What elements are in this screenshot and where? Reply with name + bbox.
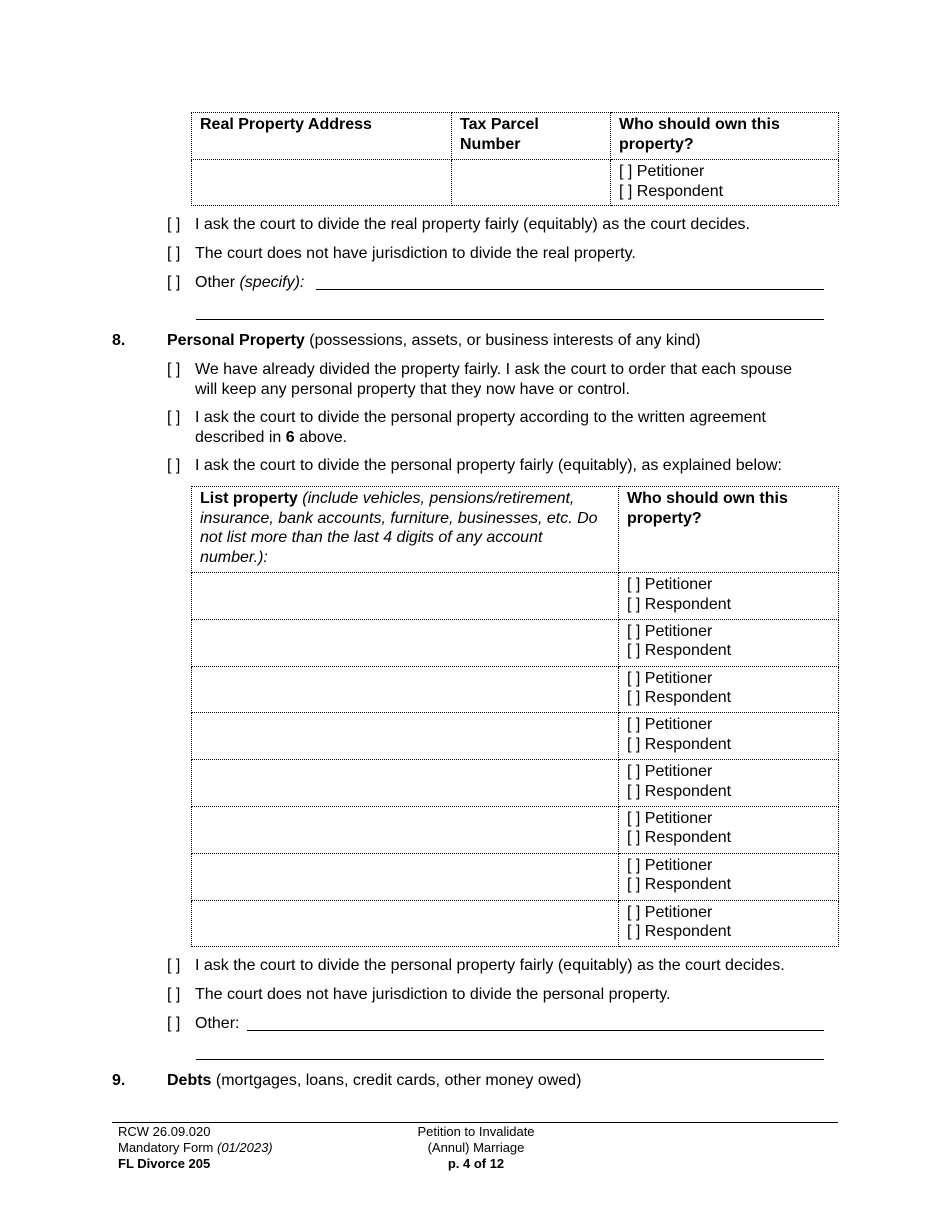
section-9-subtitle: (mortgages, loans, credit cards, other money owed) — [211, 1072, 582, 1089]
specify-label: (specify): — [239, 274, 305, 291]
checkbox[interactable]: [ ] — [167, 274, 181, 291]
owner-cell — [619, 573, 839, 620]
respondent-option[interactable]: [ ] Respondent — [627, 595, 732, 613]
other-label: Other: — [195, 1015, 240, 1032]
table-row — [192, 666, 839, 713]
table-row — [192, 760, 839, 807]
checkbox[interactable]: [ ] — [167, 457, 181, 474]
petitioner-option[interactable]: [ ] Petitioner — [627, 622, 713, 640]
checkbox[interactable]: [ ] — [167, 957, 181, 974]
other-line-2[interactable] — [196, 1059, 824, 1060]
respondent-option[interactable]: [ ] Respondent — [627, 689, 732, 707]
property-cell[interactable] — [192, 900, 619, 947]
table-row — [192, 619, 839, 666]
section-8-subtitle: (possessions, assets, or business interests of any kind) — [304, 332, 701, 349]
petitioner-option[interactable]: [ ] Petitioner — [619, 163, 705, 180]
checkbox[interactable]: [ ] — [167, 245, 181, 262]
checkbox[interactable]: [ ] — [167, 1015, 181, 1032]
personal-option-already-divided: We have already divided the property fairly. I ask the court to order that each spouse will keep any personal property that they now have or control. — [195, 361, 793, 398]
owner-cell — [619, 666, 839, 713]
personal-option-equitable: [ ] I ask the court to divide the personal property fairly (equitably) as the court decides. — [167, 957, 785, 974]
section-8-number: 8. — [112, 332, 126, 349]
parcel-cell[interactable] — [452, 160, 611, 206]
table-row — [192, 806, 839, 853]
property-cell[interactable] — [192, 760, 619, 807]
section-9-number: 9. — [112, 1072, 126, 1089]
petitioner-option[interactable]: [ ] Petitioner — [627, 669, 713, 687]
owner-cell — [619, 619, 839, 666]
checkbox[interactable]: [ ] — [167, 986, 181, 1003]
footer-page-number: p. 4 of 12 — [447, 1156, 505, 1171]
respondent-option[interactable]: [ ] Respondent — [619, 182, 724, 200]
header-real-property-address: Real Property Address — [192, 113, 452, 160]
respondent-option[interactable]: [ ] Respondent — [627, 829, 732, 847]
footer-title-line1: Petition to Invalidate — [417, 1124, 535, 1139]
owner-cell — [619, 760, 839, 807]
section-8-title: Personal Property — [167, 332, 305, 349]
personal-option-written-agreement: I ask the court to divide the personal property according to the written agreement described in 6 above. — [195, 409, 766, 446]
header-list-property: List property (include vehicles, pensions/retirement, insurance, bank accounts, furniture, businesses, etc. Do not list more than the last 4 digits of any account number.): — [192, 487, 619, 573]
footer-mandatory-form: Mandatory Form (01/2023) — [118, 1140, 273, 1155]
respondent-option[interactable]: [ ] Respondent — [627, 876, 732, 894]
petitioner-option[interactable]: [ ] Petitioner — [627, 763, 713, 781]
header-tax-parcel-number: Tax Parcel Number — [452, 113, 611, 160]
property-cell[interactable] — [192, 853, 619, 900]
respondent-option[interactable]: [ ] Respondent — [627, 642, 732, 660]
petitioner-option[interactable]: [ ] Petitioner — [627, 856, 713, 874]
footer-left — [118, 1124, 273, 1172]
table-row — [192, 900, 839, 947]
petitioner-option[interactable]: [ ] Petitioner — [627, 809, 713, 827]
owner-cell — [619, 713, 839, 760]
section-9-heading — [167, 1071, 581, 1091]
footer-form-id: FL Divorce 205 — [118, 1156, 211, 1171]
owner-cell — [619, 900, 839, 947]
table-row — [192, 573, 839, 620]
owner-cell — [619, 853, 839, 900]
table-row — [192, 853, 839, 900]
checkbox[interactable]: [ ] — [167, 216, 181, 233]
real-property-option-no-jurisdiction: [ ] The court does not have jurisdiction to divide the real property. — [167, 245, 636, 262]
checkbox[interactable]: [ ] — [167, 409, 181, 426]
property-cell[interactable] — [192, 666, 619, 713]
section-8-heading — [167, 331, 701, 351]
petitioner-option[interactable]: [ ] Petitioner — [627, 716, 713, 734]
footer-title-line2: (Annul) Marriage — [427, 1140, 525, 1155]
header-who-should-own: Who should own this property? — [611, 113, 839, 160]
other-specify-line[interactable] — [316, 289, 824, 290]
respondent-option[interactable]: [ ] Respondent — [627, 782, 732, 800]
owner-cell — [611, 160, 839, 206]
owner-cell — [619, 806, 839, 853]
personal-option-other — [167, 1014, 239, 1034]
other-line[interactable] — [247, 1030, 824, 1031]
real-property-option-equitable: [ ] I ask the court to divide the real property fairly (equitably) as the court decides. — [167, 216, 750, 233]
personal-option-explained-below: [ ] I ask the court to divide the personal property fairly (equitably), as explained below: — [167, 457, 782, 474]
personal-option-no-jurisdiction: [ ] The court does not have jurisdiction to divide the personal property. — [167, 986, 671, 1003]
section-9-title: Debts — [167, 1072, 212, 1089]
property-cell[interactable] — [192, 713, 619, 760]
real-property-table — [191, 112, 839, 206]
checkbox[interactable]: [ ] — [167, 361, 181, 378]
respondent-option[interactable]: [ ] Respondent — [627, 735, 732, 753]
footer-center — [376, 1124, 576, 1172]
footer-rule — [112, 1122, 838, 1123]
table-header-row — [192, 487, 839, 573]
other-specify-line-2[interactable] — [196, 319, 824, 320]
table-row — [192, 160, 839, 206]
footer-rcw: RCW 26.09.020 — [118, 1124, 211, 1139]
petitioner-option[interactable]: [ ] Petitioner — [627, 576, 713, 593]
personal-property-table — [191, 486, 839, 947]
other-label: Other — [195, 274, 240, 291]
header-who-should-own: Who should own this property? — [619, 487, 839, 573]
petitioner-option[interactable]: [ ] Petitioner — [627, 903, 713, 921]
property-cell[interactable] — [192, 806, 619, 853]
address-cell[interactable] — [192, 160, 452, 206]
property-cell[interactable] — [192, 619, 619, 666]
property-cell[interactable] — [192, 573, 619, 620]
table-row — [192, 713, 839, 760]
real-property-option-other — [167, 273, 304, 293]
table-header-row — [192, 113, 839, 160]
respondent-option[interactable]: [ ] Respondent — [627, 923, 732, 941]
